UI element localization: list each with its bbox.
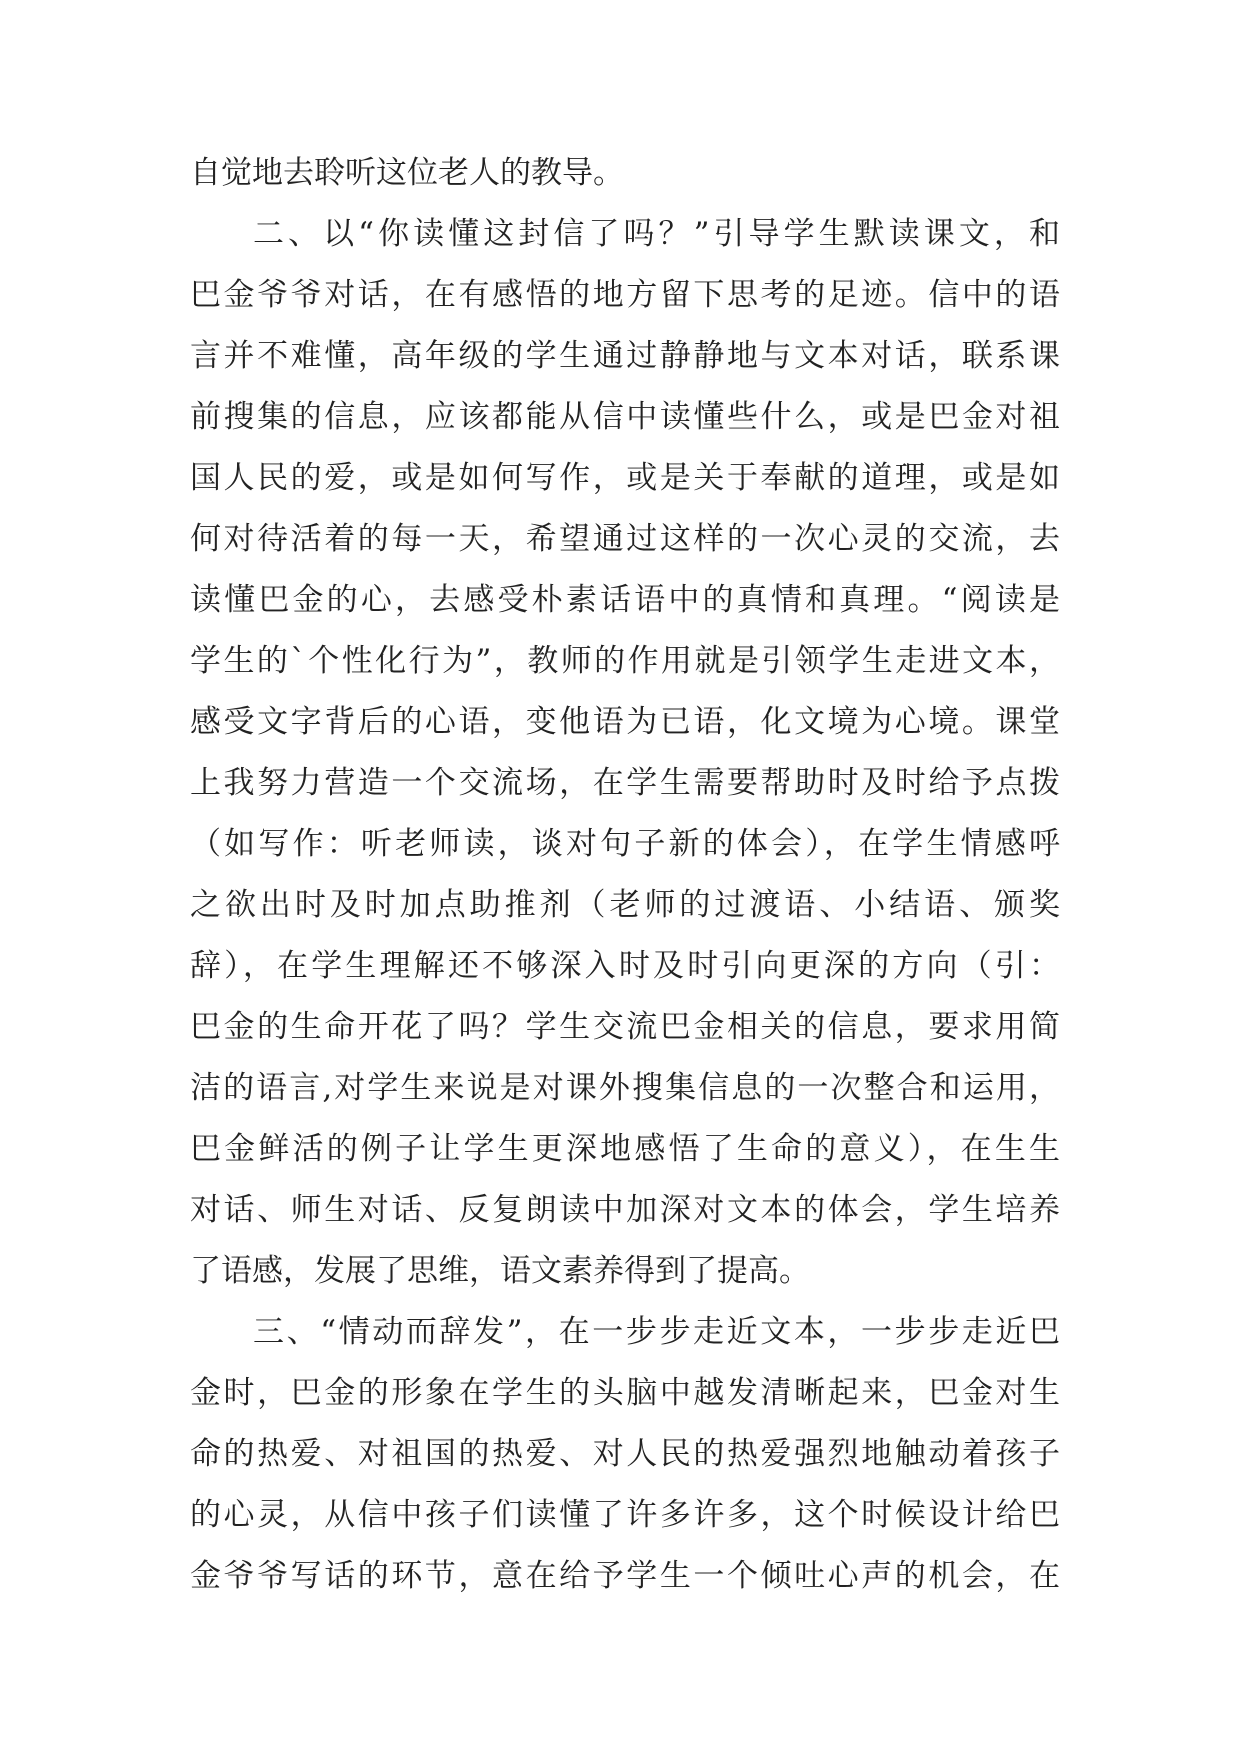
text-line: 学生的`个性化行为”，教师的作用就是引领学生走进文本， xyxy=(190,643,1060,679)
text-line: 感受文字背后的心语，变他语为已语，化文境为心境。课堂 xyxy=(190,704,1060,740)
text-line: 金爷爷写话的环节，意在给予学生一个倾吐心声的机会，在 xyxy=(190,1558,1060,1594)
text-line: 之欲出时及时加点助推剂（老师的过渡语、小结语、颁奖 xyxy=(190,887,1060,923)
text-line: 金时，巴金的形象在学生的头脑中越发清晰起来，巴金对生 xyxy=(190,1375,1060,1411)
text-line: 巴金的生命开花了吗？学生交流巴金相关的信息，要求用简 xyxy=(190,1009,1060,1045)
text-line: 辞），在学生理解还不够深入时及时引向更深的方向（引： xyxy=(190,948,1060,984)
text-line: 命的热爱、对祖国的热爱、对人民的热爱强烈地触动着孩子 xyxy=(190,1436,1060,1472)
body-text xyxy=(190,157,1060,1621)
paragraph-2-start: 二、以“你读懂这封信了吗？”引导学生默读课文，和 xyxy=(253,216,1060,252)
text-line: 自觉地去聆听这位老人的教导。 xyxy=(190,155,624,191)
text-line: 上我努力营造一个交流场，在学生需要帮助时及时给予点拨 xyxy=(190,765,1060,801)
text-line: 的心灵，从信中孩子们读懂了许多许多，这个时候设计给巴 xyxy=(190,1497,1060,1533)
text-line: 前搜集的信息，应该都能从信中读懂些什么，或是巴金对祖 xyxy=(190,399,1060,435)
text-line: 对话、师生对话、反复朗读中加深对文本的体会，学生培养 xyxy=(190,1192,1060,1228)
paragraph-3-start: 三、“情动而辞发”，在一步步走近文本，一步步走近巴 xyxy=(253,1314,1060,1350)
text-line: 巴金爷爷对话，在有感悟的地方留下思考的足迹。信中的语 xyxy=(190,277,1060,313)
text-line: 洁的语言,对学生来说是对课外搜集信息的一次整合和运用， xyxy=(190,1070,1060,1106)
text-line: 国人民的爱，或是如何写作，或是关于奉献的道理，或是如 xyxy=(190,460,1060,496)
text-line: 读懂巴金的心，去感受朴素话语中的真情和真理。“阅读是 xyxy=(190,582,1060,618)
text-line: 何对待活着的每一天，希望通过这样的一次心灵的交流，去 xyxy=(190,521,1060,557)
text-line: 巴金鲜活的例子让学生更深地感悟了生命的意义），在生生 xyxy=(190,1131,1060,1167)
text-line: 了语感，发展了思维，语文素养得到了提高。 xyxy=(190,1253,810,1289)
text-line: 言并不难懂，高年级的学生通过静静地与文本对话，联系课 xyxy=(190,338,1060,374)
text-line: （如写作：听老师读，谈对句子新的体会），在学生情感呼 xyxy=(190,826,1060,862)
